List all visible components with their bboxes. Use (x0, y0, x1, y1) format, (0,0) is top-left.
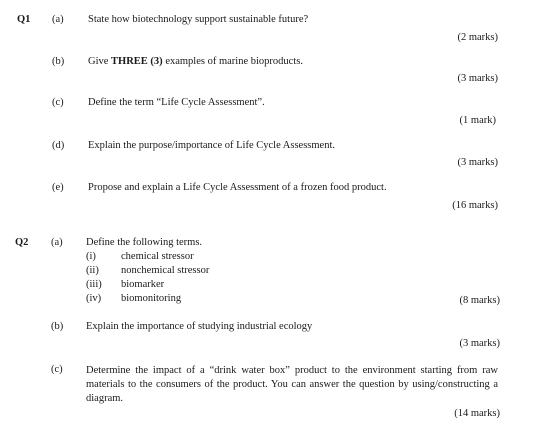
q2-part-a-item-num: (iii) (86, 279, 102, 290)
q2-part-a-item-text: biomarker (121, 279, 165, 290)
q1-part-e-text: Propose and explain a Life Cycle Assessment of a frozen food product. (88, 182, 387, 193)
q1-part-d-marks: (3 marks) (457, 157, 498, 168)
q1-part-a-marks: (2 marks) (457, 32, 498, 43)
question-number-q1: Q1 (17, 14, 31, 25)
q2-part-a-item-text: nonchemical stressor (121, 265, 210, 276)
q2-part-a-item-text: biomonitoring (121, 293, 182, 304)
q1-part-b-text-after: examples of marine bioproducts. (162, 56, 303, 67)
q1-part-d-text: Explain the purpose/importance of Life Cycle Assessment. (88, 140, 335, 151)
q1-part-a-letter: (a) (52, 14, 64, 25)
q1-part-e-marks: (16 marks) (452, 200, 498, 211)
q1-part-c-letter: (c) (52, 97, 64, 108)
q2-part-b-marks: (3 marks) (459, 338, 500, 349)
q2-part-a-item-text: chemical stressor (121, 251, 194, 262)
q2-part-a-text: Define the following terms. (86, 237, 203, 248)
q1-part-b-text-before: Give (88, 56, 112, 67)
q2-part-a-letter: (a) (51, 237, 63, 248)
q1-part-c-text: Define the term “Life Cycle Assessment”. (88, 97, 265, 108)
q2-part-a-item-num: (i) (86, 251, 96, 262)
q2-part-b-text: Explain the importance of studying industrial ecology (86, 321, 313, 332)
q2-part-c-letter: (c) (51, 364, 63, 375)
q2-part-b-letter: (b) (51, 321, 64, 332)
q1-part-b-marks: (3 marks) (457, 73, 498, 84)
q2-part-a-marks: (8 marks) (459, 295, 500, 306)
q1-part-b-letter: (b) (52, 56, 65, 67)
q1-part-d-letter: (d) (52, 140, 65, 151)
question-number-q2: Q2 (15, 237, 29, 248)
q2-part-a-item-num: (ii) (86, 265, 99, 276)
q2-part-c-text: Determine the impact of a “drink water box” product to the environment starting from raw materials to the consumers of the product. You can answer the question by using/constructing a diagram. (86, 365, 498, 404)
q1-part-b-text-bold: THREE (3) (111, 56, 163, 67)
q1-part-e-letter: (e) (52, 182, 64, 193)
q1-part-a-text: State how biotechnology support sustainable future? (88, 14, 309, 25)
q2-part-c-marks: (14 marks) (454, 408, 500, 419)
q1-part-b-text (88, 56, 303, 68)
q1-part-c-marks: (1 mark) (459, 115, 496, 126)
q2-part-a-item-num: (iv) (86, 293, 102, 304)
